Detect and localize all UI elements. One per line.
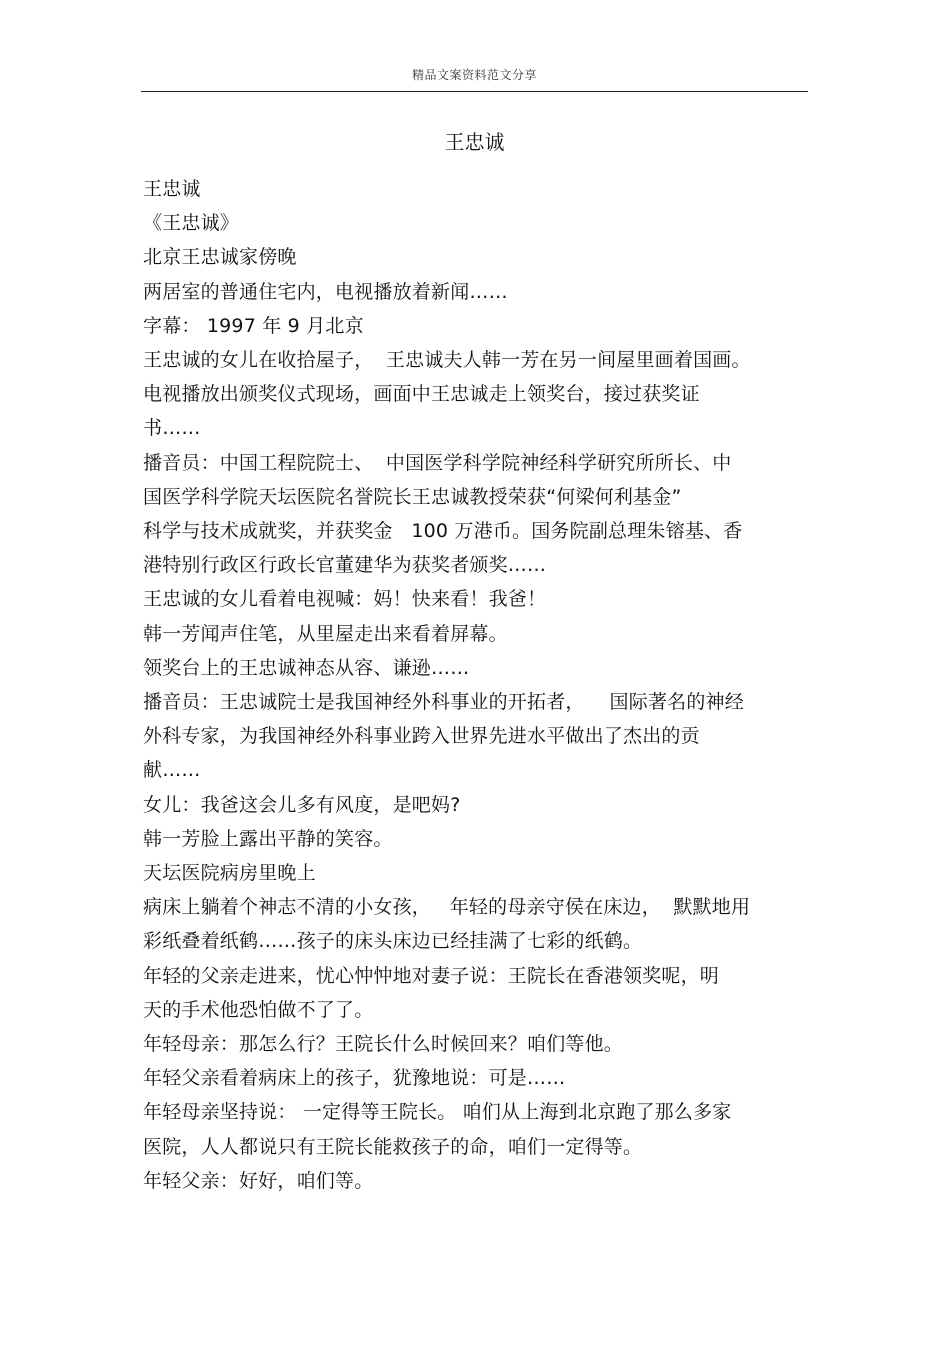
text-line: 天坛医院病房里晚上 xyxy=(143,862,316,885)
text-line: 电视播放出颁奖仪式现场，画面中王忠诚走上领奖台，接过获奖证 xyxy=(143,383,700,406)
text-line: 献…… xyxy=(143,759,201,782)
text-line: 王忠诚 xyxy=(143,178,201,200)
text-line: 年轻母亲坚持说： 一定得等王院长。 咱们从上海到北京跑了那么多家 xyxy=(143,1101,732,1124)
text-line: 书…… xyxy=(143,417,201,440)
page-header: 精品文案资料范文分享 xyxy=(411,68,537,82)
text-line: 播音员：王忠诚院士是我国神经外科事业的开拓者， 国际著名的神经 xyxy=(143,691,744,714)
text-line: 病床上躺着个神志不清的小女孩， 年轻的母亲守侯在床边， 默默地用 xyxy=(143,896,751,919)
text-line: 两居室的普通住宅内，电视播放着新闻…… xyxy=(143,280,508,303)
text-line: 年轻母亲：那怎么行？王院长什么时候回来？咱们等他。 xyxy=(143,1033,624,1056)
text-line: 领奖台上的王忠诚神态从容、谦逊…… xyxy=(143,656,470,679)
document-title: 王忠诚 xyxy=(444,130,505,154)
text-line: 播音员：中国工程院院士、 中国医学科学院神经科学研究所所长、中 xyxy=(143,451,732,474)
text-line: 医院，人人都说只有王院长能救孩子的命，咱们一定得等。 xyxy=(143,1135,643,1158)
text-line: 王忠诚的女儿看着电视喊：妈！快来看！我爸！ xyxy=(143,588,547,611)
text-line: 年轻父亲看着病床上的孩子，犹豫地说：可是…… xyxy=(143,1067,566,1090)
document-body xyxy=(143,172,808,1198)
text-line: 彩纸叠着纸鹤……孩子的床头床边已经挂满了七彩的纸鹤。 xyxy=(143,930,643,953)
text-line: 港特别行政区行政长官董建华为获奖者颁奖…… xyxy=(143,554,547,577)
text-line: 字幕： 1997 年 9 月北京 xyxy=(143,314,364,337)
text-line: 韩一芳闻声住笔，从里屋走出来看着屏幕。 xyxy=(143,622,508,645)
text-line: 北京王忠诚家傍晚 xyxy=(143,246,297,269)
text-line: 年轻父亲：好好，咱们等。 xyxy=(143,1169,374,1192)
text-line: 《王忠诚》 xyxy=(143,212,240,235)
text-line: 王忠诚的女儿在收拾屋子， 王忠诚夫人韩一芳在另一间屋里画着国画。 xyxy=(143,349,751,372)
text-line: 年轻的父亲走进来，忧心忡忡地对妻子说：王院长在香港领奖呢，明 xyxy=(143,964,720,987)
text-line: 天的手术他恐怕做不了了。 xyxy=(143,998,374,1021)
text-line: 科学与技术成就奖，并获奖金 100 万港币。国务院副总理朱镕基、香 xyxy=(143,520,743,543)
text-line: 外科专家，为我国神经外科事业跨入世界先进水平做出了杰出的贡 xyxy=(143,725,700,748)
text-line: 女儿：我爸这会儿多有风度，是吧妈? xyxy=(143,793,461,816)
header-divider xyxy=(141,91,808,92)
text-line: 韩一芳脸上露出平静的笑容。 xyxy=(143,827,393,850)
text-line: 国医学科学院天坛医院名誉院长王忠诚教授荣获“何梁何利基金” xyxy=(143,485,682,508)
